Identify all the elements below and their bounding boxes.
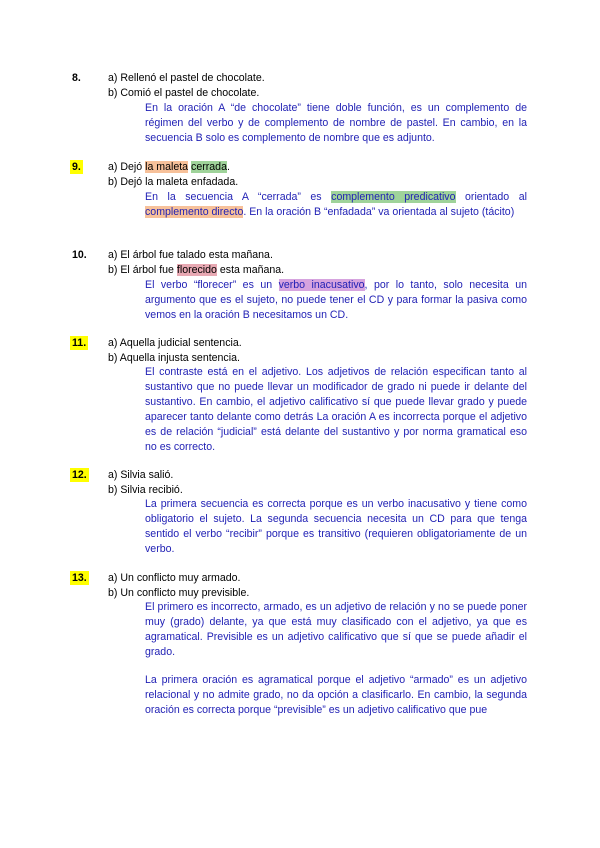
text-segment: orientado al — [455, 191, 527, 203]
text-segment: a) Dejó — [108, 161, 146, 173]
explanation: La primera secuencia es correcta porque es un verbo inacusativo y tiene como obligatorio el sujeto. La segunda secuencia necesita un CD para que tenga sentido el verbo “recibir” porque es transitivo (requieren obligatoriamente de un verbo. — [145, 498, 527, 555]
sentence-a — [108, 160, 230, 174]
sentence-a: a) Silvia salió. — [108, 469, 174, 481]
exercise-number: 11. — [72, 337, 87, 349]
highlight-purple: verbo inacusativo — [278, 279, 365, 291]
sentence-a: a) Rellenó el pastel de chocolate. — [108, 72, 265, 84]
sentence-a: a) Un conflicto muy armado. — [108, 572, 241, 584]
text-segment: , por lo tanto, solo necesita un argumento que es el sujeto, no puede tener el CD y para formar la pasiva como vemos en la oración B necesitamos un CD. — [145, 279, 527, 321]
exercise-number: 12. — [72, 469, 87, 481]
exercise-number: 8. — [72, 72, 81, 84]
text-segment: esta mañana. — [216, 264, 285, 276]
sentence-b: b) Aquella injusta sentencia. — [108, 352, 240, 364]
highlight-green: cerrada — [191, 161, 227, 173]
explanation: En la oración A “de chocolate” tiene doble función, es un complemento de régimen del verbo y de complemento de nombre de pastel. En cambio, en la secuencia B solo es complemento de nombre que es adjunto. — [145, 102, 527, 144]
exercise-number: 13. — [72, 572, 87, 584]
sentence-a: a) Aquella judicial sentencia. — [108, 337, 242, 349]
sentence-b: b) Un conflicto muy previsible. — [108, 587, 250, 599]
highlight-orange: la maleta — [145, 161, 189, 173]
explanation: El contraste está en el adjetivo. Los adjetivos de relación especifican tanto al sustantivo que no puede llevar un modificador de grado ni puede ir delante del sustantivo. En cambio, el adjetivo calificativo sí que puede llevar grado y puede aparecer tanto delante como detrás La oración A es incorrecta porque el adjetivo es de relación “judicial” está delante del sustantivo y por norma gramatical eso no es correcto. — [145, 366, 527, 453]
text-segment: . — [226, 161, 230, 173]
text-segment: El verbo “florecer” es un — [145, 279, 279, 291]
sentence-a: a) El árbol fue talado esta mañana. — [108, 249, 273, 261]
explanation: El primero es incorrecto, armado, es un adjetivo de relación y no se puede poner muy (grado) delante, ya que está muy clasificado con el adjetivo, ya que es agramatical. Previsible es un adjetivo calificativo que sí que se puede añadir el grado. — [145, 601, 527, 658]
sentence-b — [108, 263, 284, 277]
explanation-second: La primera oración es agramatical porque el adjetivo “armado” es un adjetivo relacional y no admite grado, no da opción a clasificarlo. En cambio, la segunda oración es correcta porque “previsible” es un adjetivo calificativo que pue — [145, 674, 527, 716]
sentence-b: b) Comió el pastel de chocolate. — [108, 87, 260, 99]
exercise-number: 9. — [72, 161, 81, 173]
exercise-number: 10. — [72, 249, 87, 261]
text-segment: b) El árbol fue — [108, 264, 177, 276]
text-segment: En la secuencia A “cerrada” es — [145, 191, 332, 203]
explanation — [145, 190, 527, 220]
highlight-green: complemento predicativo — [331, 191, 456, 203]
highlight-pink: florecido — [176, 264, 217, 276]
sentence-b: b) Dejó la maleta enfadada. — [108, 176, 239, 188]
explanation — [145, 278, 527, 323]
sentence-b: b) Silvia recibió. — [108, 484, 183, 496]
highlight-orange: complemento directo — [145, 205, 244, 218]
text-segment: . En la oración B “enfadada” va orientada al sujeto (tácito) — [243, 205, 515, 218]
